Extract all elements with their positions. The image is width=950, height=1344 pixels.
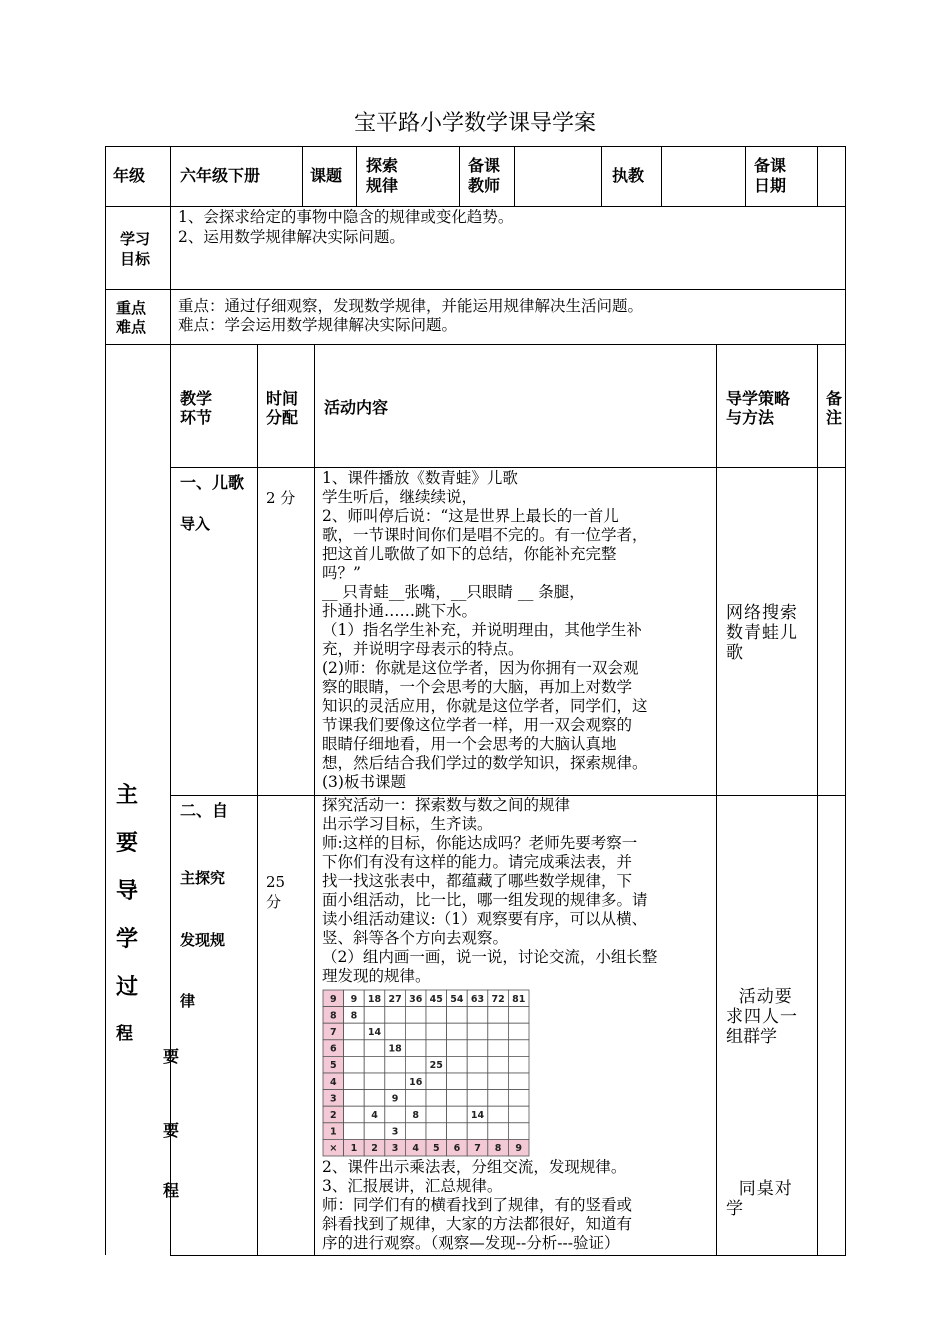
grid-cell bbox=[405, 1023, 426, 1040]
row2-strategy-a-2: 求四人一 bbox=[726, 1007, 798, 1027]
grid-value: 16 bbox=[409, 1076, 423, 1088]
content-line: （1）指名学生补充，并说明理由，其他学生补 bbox=[322, 621, 642, 639]
grid-value: 36 bbox=[409, 993, 423, 1005]
content-line: 吗？” bbox=[322, 564, 361, 582]
col-stage-1: 教学 bbox=[180, 389, 213, 408]
content-line: 竖、斜等各个方向去观察。 bbox=[322, 929, 509, 947]
grid-cell bbox=[488, 1023, 509, 1040]
content-line: 出示学习目标，生齐读。 bbox=[322, 815, 493, 833]
grid-cell bbox=[405, 1040, 426, 1057]
page-title: 宝平路小学数学课导学案 bbox=[353, 111, 596, 136]
grid-value: 8 bbox=[412, 1110, 420, 1121]
grid-cell bbox=[467, 1123, 488, 1140]
grid-cell bbox=[447, 1056, 468, 1073]
grid-cell bbox=[364, 1007, 385, 1024]
grid-cell bbox=[488, 1073, 509, 1090]
col-stage-2: 环节 bbox=[180, 408, 213, 427]
row2-time-1: 25 bbox=[266, 873, 286, 891]
row2-stage-4: 律 bbox=[180, 992, 196, 1010]
grid-label: 3 bbox=[329, 1093, 337, 1105]
grid-cell bbox=[508, 1073, 529, 1090]
content-line: 知识的灵活应用，你就是这位学者，同学们，这 bbox=[322, 697, 648, 715]
col-note-1: 备 bbox=[826, 389, 843, 408]
grid-cell bbox=[344, 1073, 365, 1090]
grid-cell bbox=[467, 1040, 488, 1057]
key-label-1: 重点 bbox=[116, 299, 147, 317]
grid-value: 63 bbox=[470, 993, 485, 1005]
grid-cell bbox=[426, 1023, 447, 1040]
row1-stage-2: 导入 bbox=[180, 515, 211, 533]
grid-cell bbox=[364, 1090, 385, 1107]
content-line: 学生听后，继续续说， bbox=[322, 488, 478, 506]
grade-label: 年级 bbox=[113, 166, 146, 185]
row1-stage-1: 一、儿歌 bbox=[180, 473, 245, 492]
grid-cell bbox=[344, 1056, 365, 1073]
teacher-label-2: 教师 bbox=[468, 176, 501, 195]
grid-label: 5 bbox=[329, 1060, 337, 1072]
grid-cell bbox=[447, 1123, 468, 1140]
grid-cell bbox=[364, 1073, 385, 1090]
content-line: 理发现的规律。 bbox=[322, 967, 431, 985]
row2-stage-2: 主探究 bbox=[180, 869, 226, 887]
date-label-2: 日期 bbox=[754, 176, 787, 195]
row1-strategy-3: 歌 bbox=[726, 643, 743, 663]
date-label-1: 备课 bbox=[754, 156, 787, 175]
goals-label-1: 学习 bbox=[120, 230, 151, 248]
grid-label: 2 bbox=[329, 1110, 337, 1121]
grid-cell bbox=[426, 1040, 447, 1057]
content-line: 想，然后结合我们学过的数学知识，探索规律。 bbox=[322, 754, 648, 772]
row2-stage-3: 发现规 bbox=[180, 931, 226, 949]
content-line: 序的进行观察。（观察—发现--分析---验证） bbox=[322, 1234, 620, 1252]
grid-label: × bbox=[329, 1143, 338, 1155]
content-line: 下你们有没有这样的能力。请完成乘法表，并 bbox=[322, 853, 633, 871]
content-line: 面小组活动，比一比，哪一组发现的规律多。请 bbox=[322, 891, 648, 909]
side-label-5: 过 bbox=[116, 975, 139, 1000]
side-label-2: 要 bbox=[116, 831, 139, 856]
content-line: (3)板书课题 bbox=[322, 773, 406, 791]
grid-value: 14 bbox=[470, 1110, 485, 1121]
side-label-4: 学 bbox=[116, 927, 139, 952]
side-ghost-1: 要 bbox=[163, 1047, 180, 1066]
grid-value: 27 bbox=[388, 993, 402, 1005]
grid-cell bbox=[447, 1090, 468, 1107]
side-ghost-3: 程 bbox=[163, 1181, 180, 1200]
grid-label: 6 bbox=[453, 1143, 461, 1155]
row1-strategy-1: 网络搜索 bbox=[726, 603, 798, 623]
col-content: 活动内容 bbox=[324, 398, 389, 417]
grid-cell bbox=[508, 1090, 529, 1107]
multiplication-table bbox=[322, 989, 530, 1157]
grid-value: 81 bbox=[512, 993, 526, 1005]
grid-cell bbox=[508, 1123, 529, 1140]
grid-cell bbox=[385, 1056, 406, 1073]
grid-cell bbox=[385, 1023, 406, 1040]
col-strategy-1: 导学策略 bbox=[726, 389, 791, 408]
grid-cell bbox=[364, 1056, 385, 1073]
grid-cell bbox=[447, 1040, 468, 1057]
row1-time: 2 分 bbox=[266, 489, 296, 507]
grid-label: 5 bbox=[432, 1143, 440, 1155]
grid-cell bbox=[488, 1106, 509, 1123]
grid-cell bbox=[405, 1007, 426, 1024]
grid-cell bbox=[508, 1040, 529, 1057]
teach-label: 执教 bbox=[612, 166, 645, 185]
content-line: 扑通扑通……跳下水。 bbox=[322, 602, 478, 620]
goals-label-2: 目标 bbox=[120, 250, 151, 268]
col-time-2: 分配 bbox=[266, 408, 299, 427]
col-strategy-2: 与方法 bbox=[726, 408, 775, 427]
grid-label: 3 bbox=[391, 1143, 399, 1155]
row2-content-bottom bbox=[322, 1158, 632, 1253]
grid-value: 9 bbox=[391, 1093, 399, 1105]
grid-cell bbox=[344, 1090, 365, 1107]
content-line: 1、课件播放《数青蛙》儿歌 bbox=[322, 469, 518, 487]
content-line: 读小组活动建议:（1）观察要有序，可以从横、 bbox=[322, 910, 648, 928]
content-line: 节课我们要像这位学者一样，用一双会观察的 bbox=[322, 716, 633, 734]
grid-value: 45 bbox=[429, 993, 443, 1005]
grid-cell bbox=[508, 1007, 529, 1024]
grid-cell bbox=[344, 1023, 365, 1040]
key-line-1: 重点：通过仔细观察，发现数学规律，并能运用规律解决生活问题。 bbox=[178, 297, 644, 315]
grid-value: 25 bbox=[429, 1060, 443, 1072]
row2-strategy-b-1: 同桌对 bbox=[726, 1179, 793, 1199]
grid-cell bbox=[344, 1123, 365, 1140]
content-line: 师：同学们有的横看找到了规律，有的竖看或 bbox=[322, 1196, 633, 1214]
row2-strategy-a-1: 活动要 bbox=[726, 987, 793, 1007]
grid-cell bbox=[467, 1007, 488, 1024]
content-line: 2、师叫停后说：“这是世界上最长的一首儿 bbox=[322, 507, 619, 525]
grid-cell bbox=[488, 1090, 509, 1107]
content-line: 察的眼睛，一个会思考的大脑，再加上对数学 bbox=[322, 678, 633, 696]
grid-cell bbox=[405, 1123, 426, 1140]
grid-cell bbox=[385, 1106, 406, 1123]
grid-value: 54 bbox=[450, 993, 464, 1005]
grid-cell bbox=[467, 1073, 488, 1090]
grid-cell bbox=[508, 1106, 529, 1123]
grid-value: 18 bbox=[367, 993, 382, 1005]
key-line-2: 难点：学会运用数学规律解决实际问题。 bbox=[178, 316, 458, 334]
row2-stage-1: 二、自 bbox=[180, 801, 229, 820]
grid-cell bbox=[405, 1056, 426, 1073]
content-line: (2)师：你就是这位学者，因为你拥有一双会观 bbox=[322, 659, 639, 677]
grid-cell bbox=[385, 1007, 406, 1024]
content-line: 探究活动一：探索数与数之间的规律 bbox=[322, 796, 571, 814]
topic-label: 课题 bbox=[310, 166, 343, 185]
content-line: 师:这样的目标，你能达成吗？老师先要考察一 bbox=[322, 834, 638, 852]
grid-label: 6 bbox=[329, 1043, 337, 1055]
row2-strategy-a-3: 组群学 bbox=[726, 1027, 777, 1047]
grid-value: 4 bbox=[371, 1110, 378, 1121]
col-note-2: 注 bbox=[826, 408, 843, 427]
grade-value: 六年级下册 bbox=[180, 166, 261, 185]
grid-label: 1 bbox=[350, 1143, 358, 1155]
side-label-1: 主 bbox=[116, 783, 139, 808]
grid-cell bbox=[467, 1056, 488, 1073]
grid-value: 72 bbox=[491, 993, 505, 1005]
grid-cell bbox=[488, 1040, 509, 1057]
grid-cell bbox=[344, 1040, 365, 1057]
grid-cell bbox=[447, 1007, 468, 1024]
content-line: 斜看找到了规律，大家的方法都很好，知道有 bbox=[322, 1215, 633, 1233]
grid-cell bbox=[447, 1073, 468, 1090]
content-line: 眼睛仔细地看，用一个会思考的大脑认真地 bbox=[322, 735, 617, 753]
row2-content-top bbox=[322, 796, 657, 986]
row2-time-2: 分 bbox=[266, 893, 282, 911]
grid-label: 8 bbox=[329, 1010, 337, 1022]
grid-cell bbox=[385, 1073, 406, 1090]
grid-cell bbox=[447, 1023, 468, 1040]
grid-label: 7 bbox=[474, 1143, 481, 1155]
side-label-6: 程 bbox=[116, 1024, 133, 1044]
grid-cell bbox=[426, 1073, 447, 1090]
row2-strategy-b-2: 学 bbox=[726, 1199, 743, 1219]
col-time-1: 时间 bbox=[266, 389, 299, 408]
grid-value: 9 bbox=[350, 993, 358, 1005]
content-line: 把这首儿歌做了如下的总结，你能补充完整 bbox=[322, 545, 617, 563]
grid-value: 8 bbox=[350, 1010, 358, 1022]
grid-label: 4 bbox=[329, 1076, 337, 1088]
grid-value: 18 bbox=[388, 1043, 402, 1055]
grid-cell bbox=[344, 1106, 365, 1123]
grid-label: 1 bbox=[329, 1126, 337, 1138]
content-line: （2）组内画一画，说一说，讨论交流，小组长整 bbox=[322, 948, 658, 966]
grid-label: 7 bbox=[329, 1027, 337, 1038]
content-line: 3、汇报展讲，汇总规律。 bbox=[322, 1177, 503, 1195]
grid-label: 9 bbox=[515, 1143, 523, 1155]
grid-value: 3 bbox=[391, 1126, 399, 1138]
grid-cell bbox=[488, 1123, 509, 1140]
grid-cell bbox=[364, 1040, 385, 1057]
teacher-label-1: 备课 bbox=[468, 156, 501, 175]
grid-cell bbox=[467, 1023, 488, 1040]
topic-value-1: 探索 bbox=[366, 156, 399, 175]
grid-label: 9 bbox=[329, 993, 337, 1005]
topic-value-2: 规律 bbox=[366, 176, 399, 195]
grid-cell bbox=[508, 1056, 529, 1073]
grid-cell bbox=[508, 1023, 529, 1040]
grid-cell bbox=[426, 1007, 447, 1024]
content-line: 找一找这张表中，都蕴藏了哪些数学规律，下 bbox=[322, 872, 633, 890]
grid-cell bbox=[447, 1106, 468, 1123]
grid-label: 8 bbox=[494, 1143, 502, 1155]
grid-cell bbox=[426, 1106, 447, 1123]
key-label-2: 难点 bbox=[116, 318, 147, 336]
grid-cell bbox=[488, 1007, 509, 1024]
side-ghost-2: 要 bbox=[163, 1121, 180, 1140]
grid-cell bbox=[488, 1056, 509, 1073]
row1-strategy-2: 数青蛙儿 bbox=[726, 623, 798, 643]
grid-cell bbox=[467, 1090, 488, 1107]
side-label-3: 导 bbox=[116, 879, 139, 904]
content-line: 充，并说明字母表示的特点。 bbox=[322, 640, 524, 658]
content-line: __ 只青蛙__张嘴，__只眼睛 __ 条腿， bbox=[322, 583, 585, 601]
grid-cell bbox=[364, 1123, 385, 1140]
content-line: 歌，一节课时间你们是唱不完的。有一位学者， bbox=[322, 526, 648, 544]
row1-content bbox=[322, 469, 648, 792]
grid-value: 14 bbox=[367, 1027, 382, 1038]
grid-cell bbox=[426, 1123, 447, 1140]
grid-cell bbox=[426, 1090, 447, 1107]
content-line: 2、课件出示乘法表，分组交流，发现规律。 bbox=[322, 1158, 627, 1176]
grid-label: 4 bbox=[412, 1143, 420, 1155]
goals-line-1: 1、会探求给定的事物中隐含的规律或变化趋势。 bbox=[178, 208, 514, 226]
grid-label: 2 bbox=[371, 1143, 378, 1155]
grid-cell bbox=[405, 1090, 426, 1107]
goals-line-2: 2、运用数学规律解决实际问题。 bbox=[178, 228, 405, 246]
